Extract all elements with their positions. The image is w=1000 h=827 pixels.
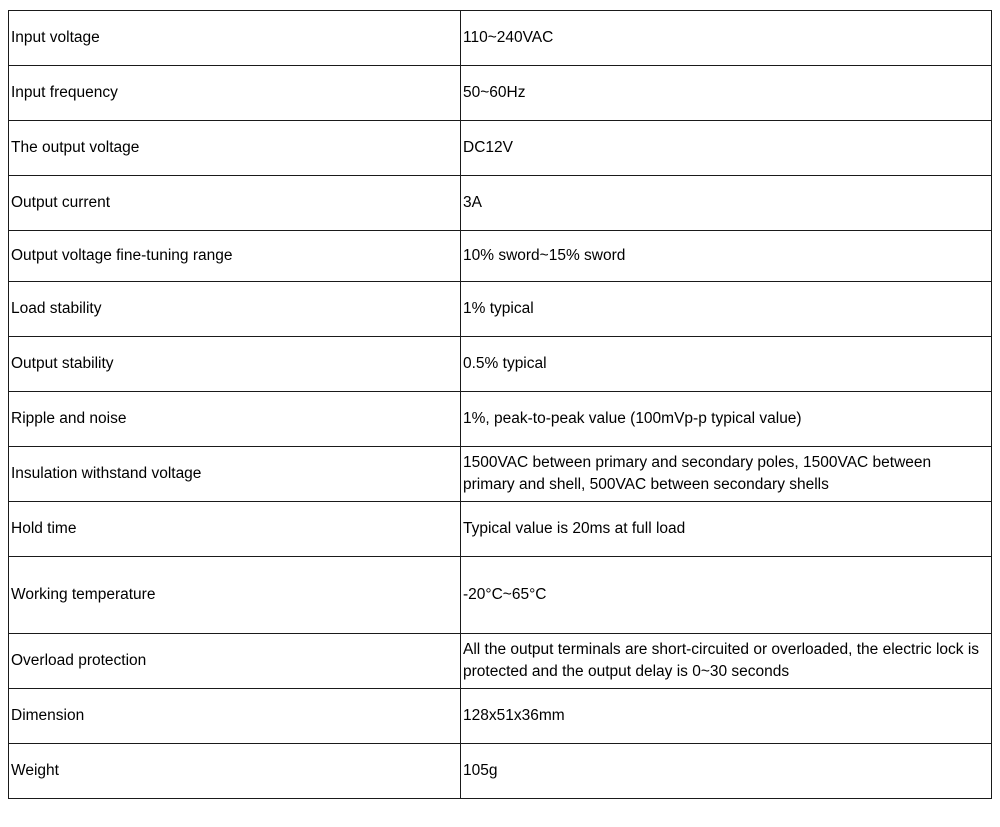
spec-label: Insulation withstand voltage xyxy=(9,447,461,502)
spec-row-fine-tuning-range xyxy=(9,231,992,282)
spec-row-output-voltage xyxy=(9,121,992,176)
spec-row-weight xyxy=(9,744,992,799)
spec-row-overload-protection xyxy=(9,634,992,689)
spec-label: Overload protection xyxy=(9,634,461,689)
spec-value: 1% typical xyxy=(461,282,992,337)
spec-value: 128x51x36mm xyxy=(461,689,992,744)
spec-row-output-current xyxy=(9,176,992,231)
spec-row-insulation-voltage xyxy=(9,447,992,502)
spec-row-load-stability xyxy=(9,282,992,337)
spec-value: 0.5% typical xyxy=(461,337,992,392)
spec-row-ripple-noise xyxy=(9,392,992,447)
spec-label: Dimension xyxy=(9,689,461,744)
spec-value: Typical value is 20ms at full load xyxy=(461,502,992,557)
spec-row-input-frequency xyxy=(9,66,992,121)
spec-value: All the output terminals are short-circuited or overloaded, the electric lock is protected and the output delay is 0~30 seconds xyxy=(461,634,992,689)
spec-table-body xyxy=(9,11,992,799)
spec-label: Output voltage fine-tuning range xyxy=(9,231,461,282)
spec-value: 10% sword~15% sword xyxy=(461,231,992,282)
spec-row-dimension xyxy=(9,689,992,744)
spec-value: 110~240VAC xyxy=(461,11,992,66)
spec-label: Hold time xyxy=(9,502,461,557)
spec-table xyxy=(8,10,992,799)
spec-label: Working temperature xyxy=(9,557,461,634)
spec-value: -20°C~65°C xyxy=(461,557,992,634)
spec-label: Load stability xyxy=(9,282,461,337)
spec-value: 1500VAC between primary and secondary poles, 1500VAC between primary and shell, 500VAC between secondary shells xyxy=(461,447,992,502)
spec-label: Ripple and noise xyxy=(9,392,461,447)
spec-row-working-temperature xyxy=(9,557,992,634)
spec-label: Weight xyxy=(9,744,461,799)
spec-row-hold-time xyxy=(9,502,992,557)
spec-label: The output voltage xyxy=(9,121,461,176)
spec-value: 3A xyxy=(461,176,992,231)
spec-label: Output stability xyxy=(9,337,461,392)
spec-value: 50~60Hz xyxy=(461,66,992,121)
spec-row-output-stability xyxy=(9,337,992,392)
spec-value: 105g xyxy=(461,744,992,799)
spec-label: Input frequency xyxy=(9,66,461,121)
spec-value: DC12V xyxy=(461,121,992,176)
spec-row-input-voltage xyxy=(9,11,992,66)
spec-value: 1%, peak-to-peak value (100mVp-p typical value) xyxy=(461,392,992,447)
spec-label: Output current xyxy=(9,176,461,231)
spec-label: Input voltage xyxy=(9,11,461,66)
